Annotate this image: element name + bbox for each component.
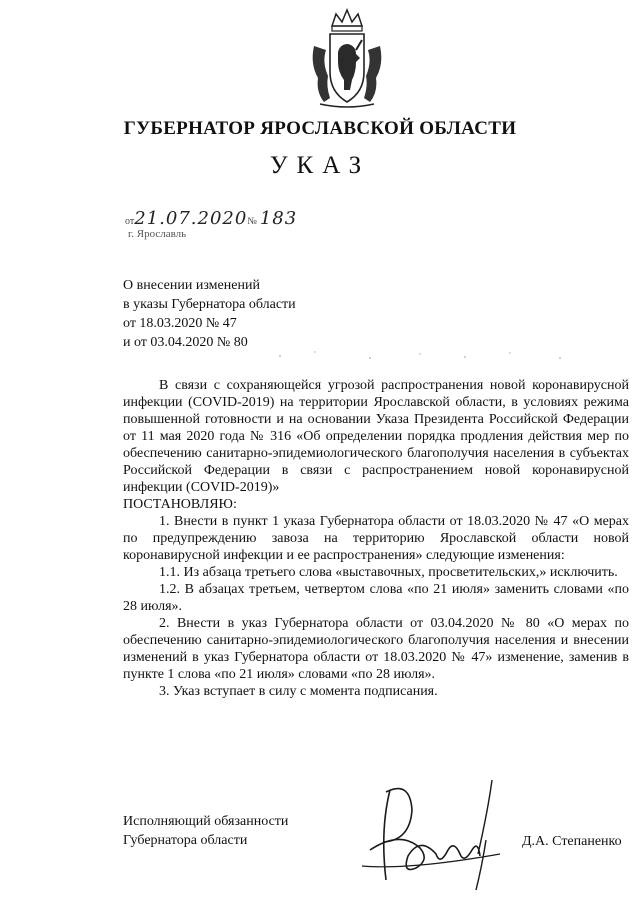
position-line: Исполняющий обязанности [123, 814, 289, 829]
resolve-word: ПОСТАНОВЛЯЮ: [123, 497, 237, 512]
document-subject [123, 276, 296, 352]
preamble-paragraph: В связи с сохраняющейся угрозой распространения новой коронавирусной инфекции (COVID-2019) на территории Ярославской области, в условиях режима повышенной готовности и на основании Указа Президента Российской Федерации от 11 мая 2020 года № 316 «Об определении порядка продления действия мер по обеспечению санитарно-эпидемиологического благополучия населения в субъектах Российской Федерации в связи с распространением новой коронавирусной инфекции (COVID-2019)» [123, 378, 629, 495]
subject-line: от 18.03.2020 № 47 [123, 316, 237, 331]
position-line: Губернатора области [123, 833, 248, 848]
body-item: 2. Внести в указ Губернатора области от 03.04.2020 № 80 «О мерах по обеспечению санитарно-эпидемиологического благополучия населения и внесении изменений в указ Губернатора области от 18.03.2020 № 47» изменение, заменив в пункте 1 слова «по 21 июля» словами «по 28 июля». [123, 616, 629, 682]
scan-noise [260, 346, 600, 366]
document-type: УКАЗ [269, 152, 371, 179]
subject-line: в указы Губернатора области [123, 297, 296, 312]
subject-line: и от 03.04.2020 № 80 [123, 335, 248, 350]
coat-of-arms-emblem [306, 6, 388, 110]
signatory-name: Д.А. Степаненко [522, 834, 622, 849]
body-item: 1.2. В абзацах третьем, четвертом слова «по 21 июля» заменить словами «по 28 июля». [123, 582, 629, 614]
document-title: ГУБЕРНАТОР ЯРОСЛАВСКОЙ ОБЛАСТИ [123, 118, 517, 139]
body-item: 3. Указ вступает в силу с момента подписания. [159, 684, 438, 699]
subject-line: О внесении изменений [123, 278, 260, 293]
registration-line [125, 208, 297, 229]
handwritten-signature [350, 770, 515, 900]
body-item: 1. Внести в пункт 1 указа Губернатора области от 18.03.2020 № 47 «О мерах по предупреждению завоза на территорию Ярославской области новой коронавирусной инфекции и ее распространения» следующие изменения: [123, 514, 629, 563]
city-label: г. Ярославль [128, 228, 187, 240]
number-prefix: № [247, 216, 257, 227]
document-date: 21.07.2020 [134, 208, 248, 229]
body-item: 1.1. Из абзаца третьего слова «выставочных, просветительских,» исключить. [159, 565, 618, 580]
signatory-position [123, 812, 288, 850]
date-prefix: от [125, 216, 135, 227]
document-body [123, 377, 629, 700]
document-number: 183 [259, 208, 298, 229]
